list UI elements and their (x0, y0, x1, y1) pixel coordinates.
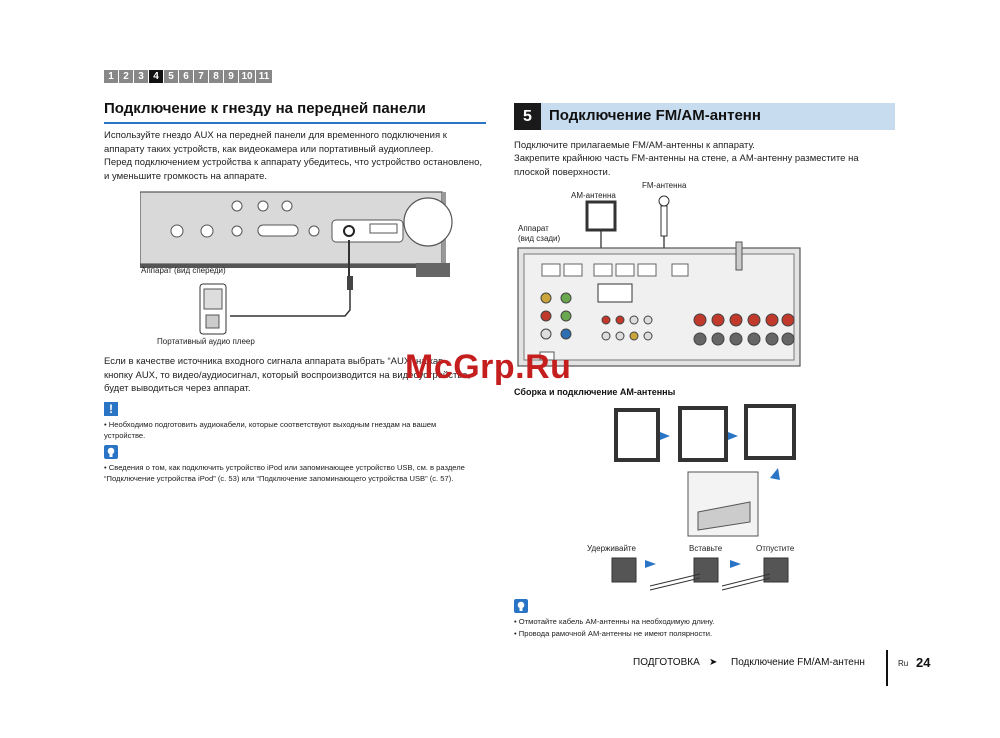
antenna-hint-2: • Провода рамочной AM-антенны не имеют полярности. (514, 629, 713, 638)
step-tab-2[interactable]: 2 (119, 70, 133, 83)
antenna-paragraph-2: Закрепите крайнюю часть FM-антенны на стене, а AM-антенну разместите на плоской поверхности. (514, 153, 859, 178)
step-tab-10[interactable]: 10 (239, 70, 255, 83)
step-tab-3[interactable]: 3 (134, 70, 148, 83)
intro-paragraph: Используйте гнездо AUX на передней панели для временного подключения к аппарату таких устройств, как видеокамера или портативный аудиоплеер. (104, 130, 447, 155)
am-assembly-title: Сборка и подключение AM-антенны (514, 387, 676, 397)
section-number: 5 (514, 103, 541, 130)
hold-label: Удерживайте (587, 544, 636, 553)
aux-paragraph: Если в качестве источника входного сигнала аппарата выбрать “AUX” нажав кнопку AUX, то видео/аудиосигнал, который воспроизводится на видеоустройстве, будет выводиться через аппарат. (104, 356, 471, 394)
breadcrumb-arrow-icon: ➤ (709, 657, 718, 668)
lightbulb-icon-right (514, 599, 528, 613)
hint-text: • Сведения о том, как подключить устройство iPod или запоминающее устройство USB, см. в разделе “Подключение устройства iPod” (с. 53) или “Подключение запоминающего устройства USB” (с. 57). (104, 463, 465, 483)
footer-divider (886, 650, 888, 686)
am-assembly-illustration (600, 400, 800, 540)
section-title-front-jack: Подключение к гнезду на передней панели (104, 100, 486, 124)
watermark: McGrp.Ru (405, 348, 572, 386)
rear-label-line2: (вид сзади) (518, 234, 561, 243)
caution-paragraph: Перед подключением устройства к аппарату убедитесь, что устройство остановлено, и уменьшите громкость на аппарате. (104, 157, 483, 182)
lightbulb-icon (104, 445, 118, 459)
antenna-paragraph-1: Подключите прилагаемые FM/AM-антенны к аппарату. (514, 140, 755, 151)
fm-antenna-label: FM-антенна (642, 181, 687, 190)
step-navigation (104, 70, 272, 83)
portable-player-illustration (195, 268, 365, 338)
step-tab-5[interactable]: 5 (164, 70, 178, 83)
rear-label-line1: Аппарат (518, 224, 549, 233)
release-label: Отпустите (756, 544, 795, 553)
language-code: Ru (898, 659, 909, 668)
exclamation-icon: ! (104, 402, 118, 416)
step-tab-9[interactable]: 9 (224, 70, 238, 83)
step-tab-1[interactable]: 1 (104, 70, 118, 83)
step-tab-7[interactable]: 7 (194, 70, 208, 83)
terminal-steps-illustration (600, 552, 810, 592)
section-title-antennas: Подключение FM/AM-антенн (549, 107, 761, 124)
section-header-antennas (514, 103, 895, 130)
breadcrumb-topic[interactable]: Подключение FM/AM-антенн (731, 657, 865, 668)
antenna-hint-1: • Отмотайте кабель AM-антенны на необходимую длину. (514, 617, 715, 626)
step-tab-6[interactable]: 6 (179, 70, 193, 83)
front-panel-label: Аппарат (вид спереди) (141, 266, 226, 275)
am-antenna-label: AM-антенна (571, 191, 616, 200)
step-tab-4[interactable]: 4 (149, 70, 163, 83)
breadcrumb-section[interactable]: ПОДГОТОВКА (633, 657, 700, 668)
player-label: Портативный аудио плеер (157, 337, 255, 346)
step-tab-8[interactable]: 8 (209, 70, 223, 83)
note-text: • Необходимо подготовить аудиокабели, которые соответствуют выходным гнездам на вашем устройстве. (104, 420, 437, 440)
insert-label: Вставьте (689, 544, 723, 553)
step-tab-11[interactable]: 11 (256, 70, 272, 83)
page-number: 24 (916, 655, 931, 670)
